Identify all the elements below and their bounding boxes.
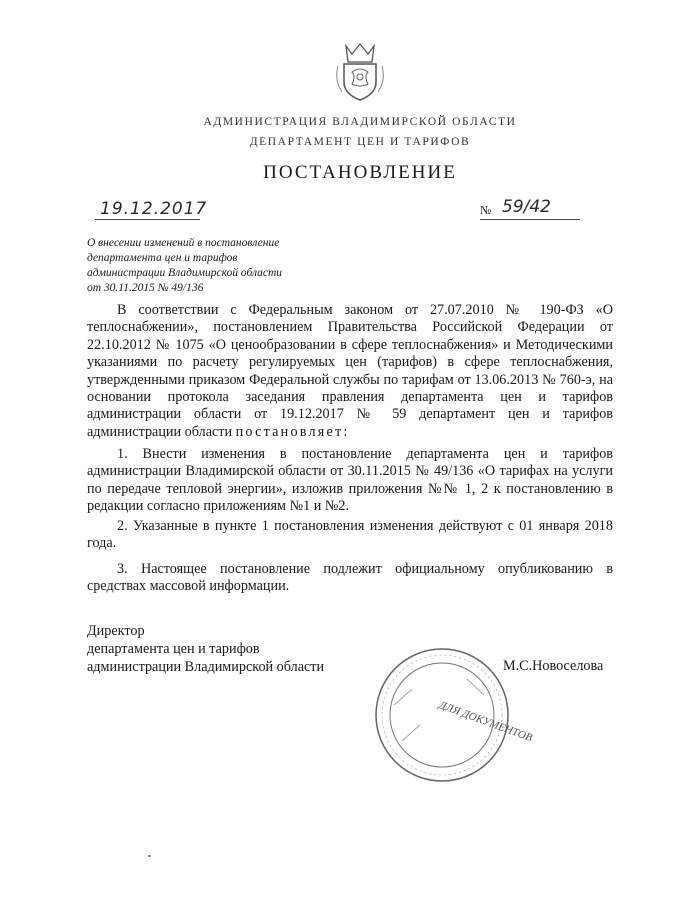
org-name-line1: АДМИНИСТРАЦИЯ ВЛАДИМИРСКОЙ ОБЛАСТИ (203, 116, 517, 128)
clause-2-paragraph: 2. Указанные в пункте 1 постановления изменения действуют с 01 января 2018 года. (87, 518, 613, 552)
scan-speck (148, 855, 151, 857)
stamp-text: ДЛЯ ДОКУМЕНТОВ (437, 699, 534, 745)
resolves-word: постановляет: (235, 423, 350, 440)
signatory-title-line1: Директор (87, 623, 145, 639)
clause-3-paragraph: 3. Настоящее постановление подлежит официальному опубликованию в средствах массовой информации. (87, 561, 613, 595)
coat-of-arms-icon (332, 40, 388, 102)
preamble-paragraph (87, 302, 613, 441)
date-underline (95, 219, 200, 220)
signatory-block (87, 622, 324, 676)
number-sign: № (480, 203, 492, 217)
number-underline (480, 219, 580, 220)
org-name-line2: ДЕПАРТАМЕНТ ЦЕН И ТАРИФОВ (249, 136, 471, 148)
preamble-text: В соответствии с Федеральным законом от 27.07.2010 № 190-ФЗ «О теплоснабжении», постановлением Правительства Российской Федерации от 22.10.2012 № 1075 «О ценообразовании в сфере теплоснабжения» и Методическими указаниями по расчету регулируемых цен (тарифов) в сфере теплоснабжения, утвержденными приказом Федеральной службы по тарифам от 13.06.2013 № 760-э, на основании протокола заседания правления департамента цен и тарифов администрации области от 19.12.2017 № 59 департамент цен и тарифов администрации области (87, 302, 613, 440)
subject-line: департамента цен и тарифов (87, 252, 238, 264)
subject-line: администрации Владимирской области (87, 267, 283, 279)
subject-line: О внесении изменений в постановление (87, 237, 280, 249)
clause-1-paragraph: 1. Внести изменения в постановление департамента цен и тарифов администрации Владимирской области от 30.11.2015 № 49/136 «О тарифах на услуги по передаче тепловой энергии», изложив приложения №№ 1, 2 к постановлению в редакции согласно приложениям №1 и №2. (87, 446, 613, 515)
document-subject (87, 236, 327, 296)
round-seal-icon (372, 645, 534, 785)
document-date: 19.12.2017 (100, 199, 208, 219)
signatory-title-line2: департамента цен и тарифов (87, 641, 260, 657)
document-number: 59/42 (502, 197, 551, 217)
document-type-title: ПОСТАНОВЛЕНИЕ (263, 162, 457, 183)
signatory-name: М.С.Новоселова (503, 658, 604, 674)
signatory-title-line3: администрации Владимирской области (87, 659, 325, 675)
subject-line: от 30.11.2015 № 49/136 (87, 282, 204, 294)
